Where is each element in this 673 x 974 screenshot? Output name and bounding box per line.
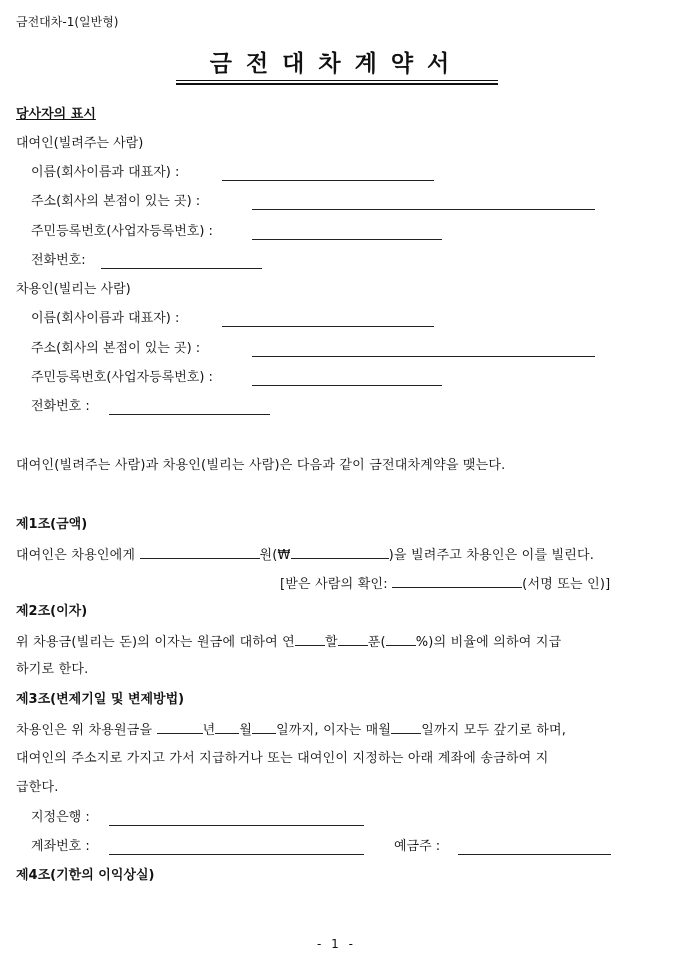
- article3-line1: [16, 721, 566, 739]
- receipt-signature-field[interactable]: [392, 575, 522, 588]
- holder-field[interactable]: [458, 854, 611, 855]
- article3-text: 년: [202, 723, 216, 738]
- account-field[interactable]: [109, 854, 364, 855]
- lender-id-label: 주민등록번호(사업자등록번호) :: [31, 224, 213, 239]
- receipt-confirm-label: [받은 사람의 확인:: [280, 577, 388, 592]
- borrower-phone-label: 전화번호 :: [31, 399, 90, 414]
- lender-name-label: 이름(회사이름과 대표자) :: [31, 165, 180, 180]
- borrower-label: 차용인(빌리는 사람): [16, 282, 131, 297]
- article2-text: 푼(: [367, 635, 386, 650]
- repay-year-field[interactable]: [157, 721, 203, 734]
- holder-label: 예금주 :: [394, 839, 441, 854]
- lender-phone-field[interactable]: [101, 268, 262, 269]
- interest-pun-field[interactable]: [338, 633, 368, 646]
- title-rule: [176, 83, 498, 85]
- interest-percent-field[interactable]: [386, 633, 416, 646]
- article1-text: )을 빌려주고 차용인은 이를 빌린다.: [388, 548, 595, 563]
- borrower-name-field[interactable]: [222, 326, 434, 327]
- lender-id-field[interactable]: [252, 239, 442, 240]
- receipt-confirmation: [280, 575, 610, 593]
- article2-line2: 하기로 한다.: [16, 662, 89, 677]
- lender-name-field[interactable]: [222, 180, 434, 181]
- page-number: - 1 -: [317, 937, 356, 951]
- article2-text: 위 차용금(빌리는 돈)의 이자는 원금에 대하여 연: [16, 635, 295, 650]
- article2-line1: [16, 633, 561, 651]
- article3-heading: 제3조(변제기일 및 변제방법): [16, 692, 185, 707]
- lender-address-field[interactable]: [252, 209, 595, 210]
- bank-field[interactable]: [109, 825, 364, 826]
- article2-heading: 제2조(이자): [16, 604, 88, 619]
- borrower-id-label: 주민등록번호(사업자등록번호) :: [31, 370, 213, 385]
- bank-label: 지정은행 :: [31, 810, 90, 825]
- interest-day-field[interactable]: [391, 721, 421, 734]
- title-rule: [176, 80, 498, 81]
- article2-text: 할: [324, 635, 338, 650]
- account-label: 계좌번호 :: [31, 839, 90, 854]
- lender-phone-label: 전화번호:: [31, 253, 86, 268]
- amount-numeric-field[interactable]: [291, 546, 389, 559]
- borrower-phone-field[interactable]: [109, 414, 270, 415]
- borrower-address-field[interactable]: [252, 356, 595, 357]
- article1-heading: 제1조(금액): [16, 517, 88, 532]
- article4-heading: 제4조(기한의 이익상실): [16, 868, 155, 883]
- repay-day-field[interactable]: [252, 721, 276, 734]
- article3-line3: 급한다.: [16, 780, 59, 795]
- parties-heading: 당사자의 표시: [16, 107, 96, 122]
- lender-address-label: 주소(회사의 본점이 있는 곳) :: [31, 194, 201, 209]
- amount-korean-field[interactable]: [140, 546, 260, 559]
- article2-text: %)의 비율에 의하여 지급: [415, 635, 562, 650]
- article1-line1: [16, 546, 594, 564]
- lender-label: 대여인(빌려주는 사람): [16, 136, 144, 151]
- article3-line2: 대여인의 주소지로 가지고 가서 지급하거나 또는 대여인이 지정하는 아래 계좌에 송금하여 지: [16, 751, 549, 766]
- article1-text: 원(₩: [259, 548, 291, 563]
- receipt-confirm-suffix: (서명 또는 인)]: [522, 577, 611, 592]
- interest-hal-field[interactable]: [295, 633, 325, 646]
- intro-paragraph: 대여인(빌려주는 사람)과 차용인(빌리는 사람)은 다음과 같이 금전대차계약을 맺는다.: [16, 458, 506, 473]
- borrower-id-field[interactable]: [252, 385, 442, 386]
- repay-month-field[interactable]: [215, 721, 239, 734]
- borrower-name-label: 이름(회사이름과 대표자) :: [31, 311, 180, 326]
- article3-text: 차용인은 위 차용원금을: [16, 723, 153, 738]
- borrower-address-label: 주소(회사의 본점이 있는 곳) :: [31, 341, 201, 356]
- form-id: 금전대차-1(일반형): [16, 15, 119, 29]
- article1-text: 대여인은 차용인에게: [16, 548, 136, 563]
- article3-text: 일까지, 이자는 매월: [276, 723, 392, 738]
- document-title: 금전대차계약서: [209, 51, 464, 77]
- article3-text: 일까지 모두 갚기로 하며,: [421, 723, 567, 738]
- article3-text: 월: [239, 723, 253, 738]
